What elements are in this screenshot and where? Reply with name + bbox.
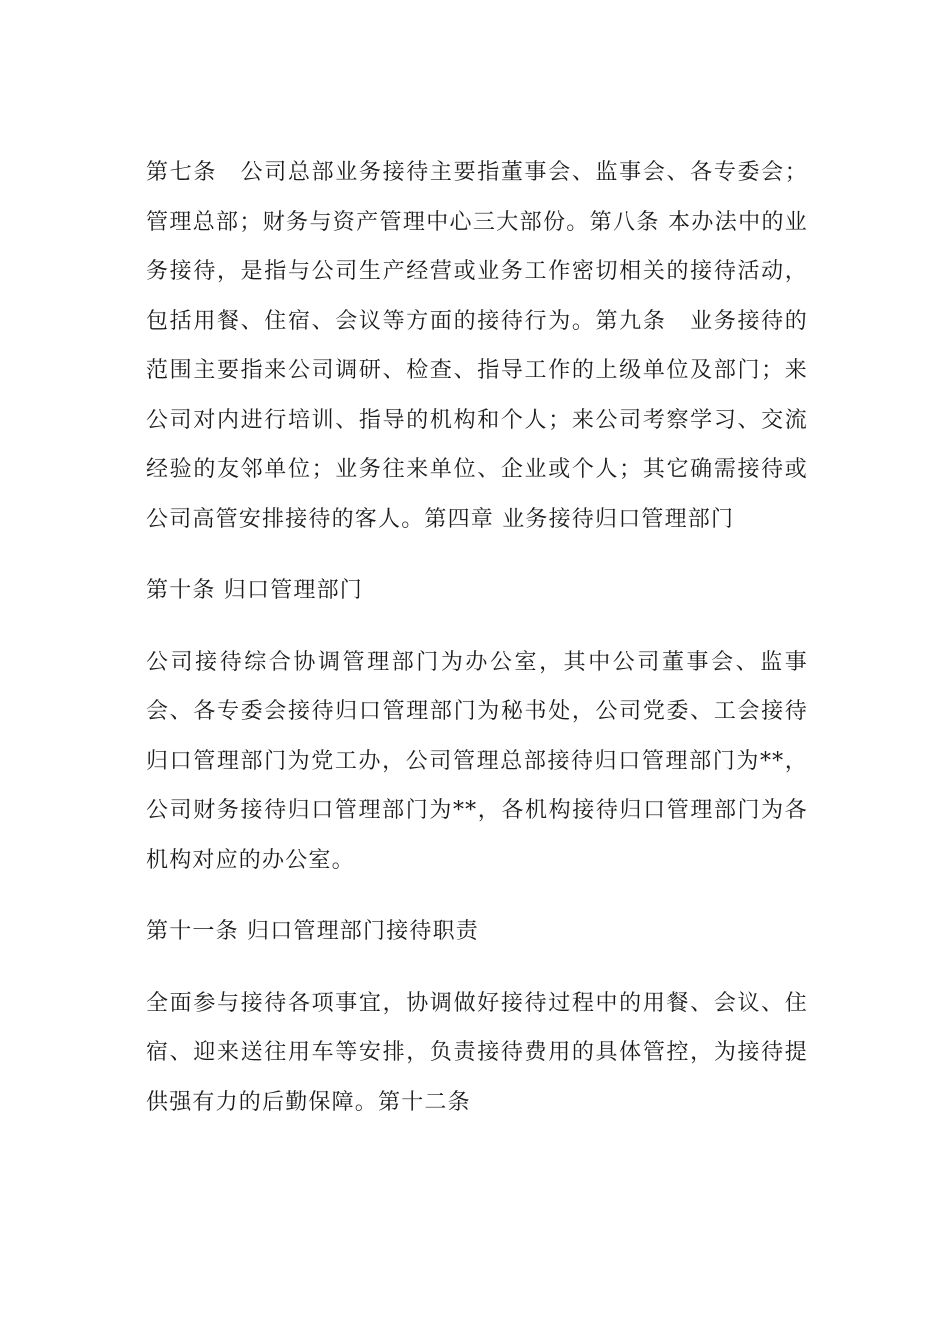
document-page — [146, 148, 808, 1127]
paragraph-article-11-body: 全面参与接待各项事宜，协调做好接待过程中的用餐、会议、住宿、迎来送往用车等安排，负责接待费用的具体管控，为接待提供强有力的后勤保障。第十二条 — [146, 990, 808, 1115]
heading-article-10: 第十条 归口管理部门 — [146, 578, 363, 603]
paragraph-article-7-9: 第七条 公司总部业务接待主要指董事会、监事会、各专委会；管理总部；财务与资产管理中心三大部份。第八条 本办法中的业务接待，是指与公司生产经营或业务工作密切相关的接待活动，包括用餐、住宿、会议等方面的接待行为。第九条 业务接待的范围主要指来公司调研、检查、指导工作的上级单位及部门；来公司对内进行培训、指导的机构和个人；来公司考察学习、交流经验的友邻单位；业务往来单位、企业或个人；其它确需接待或公司高管安排接待的客人。第四章 业务接待归口管理部门 — [146, 160, 808, 532]
heading-article-11: 第十一条 归口管理部门接待职责 — [146, 919, 479, 944]
paragraph-article-10-body: 公司接待综合协调管理部门为办公室，其中公司董事会、监事会、各专委会接待归口管理部门为秘书处，公司党委、工会接待归口管理部门为党工办，公司管理总部接待归口管理部门为**，公司财务接待归口管理部门为**，各机构接待归口管理部门为各机构对应的办公室。 — [146, 649, 808, 873]
